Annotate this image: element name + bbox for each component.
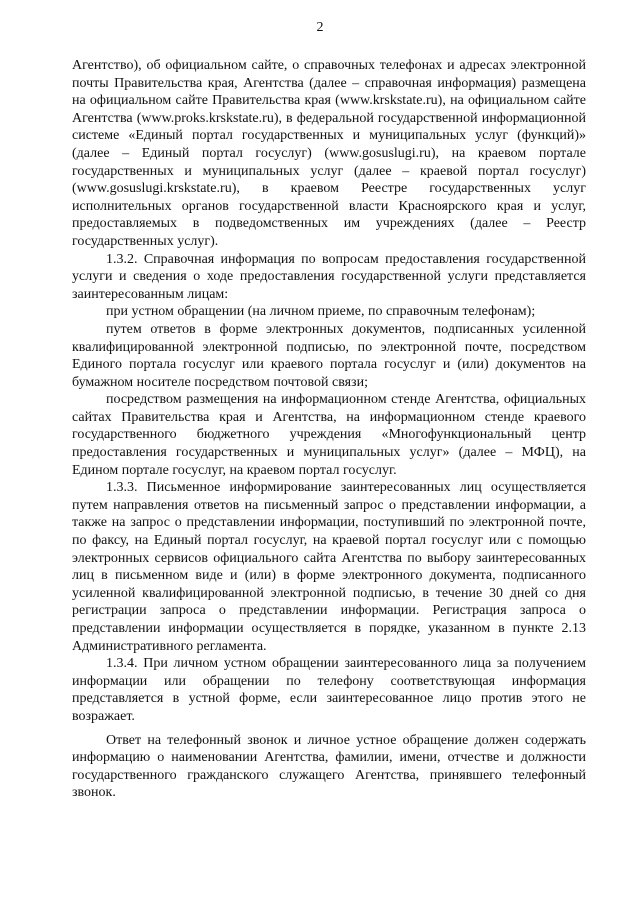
paragraph-1-3-3: 1.3.3. Письменное информирование заинтересованных лиц осуществляется путем направления ответов на письменный запрос о представлении информации, а также на запрос о представлении информации, поступивший по электронной почте, по факсу, на Единый портал госуслуг, на краевой портал госуслуг или с помощью электронных сервисов официального сайта Агентства по выбору заинтересованных лиц в письменном виде и (или) в форме электронного документа, подписанного усиленной квалифицированной электронной подписью, в течение 30 дней со дня регистрации запроса о представлении информации. Регистрация запроса о представлении информации осуществляется в порядке, указанном в пункте 2.13 Административного регламента. <box>72 480 586 654</box>
paragraph-reference-info: Агентство), об официальном сайте, о справочных телефонах и адресах электронной почты Правительства края, Агентства (далее – справочная информация) размещена на официальном сайте Правительства края (www.krskstate.ru), на официальном сайте Агентства (www.proks.krskstate.ru), в федеральной государственной информационной системе «Единый портал государственных и муниципальных услуг (функций)» (далее – Единый портал госуслуг) (www.gosuslugi.ru), на краевом портале государственных и муниципальных услуг (далее – краевой портал госуслуг) (www.gosuslugi.krskstate.ru), в краевом Реестре государственных услуг исполнительных органов государственной власти Красноярского края и услуг, предоставляемых в подведомственных им учреждениях (далее – Реестр государственных услуг). <box>72 58 586 249</box>
paragraph-electronic-answers: путем ответов в форме электронных документов, подписанных усиленной квалифицированной электронной подписью, по электронной почте, посредством Единого портала госуслуг или краевого портала госуслуг и (или) документов на бумажном носителе посредством почтовой связи; <box>72 321 586 390</box>
page-number: 2 <box>316 20 324 35</box>
paragraph-phone-answer: Ответ на телефонный звонок и личное устное обращение должен содержать информацию о наименовании Агентства, фамилии, имени, отчестве и должности государственного гражданского служащего Агентства, принявшего телефонный звонок. <box>72 732 586 801</box>
paragraph-oral-request: при устном обращении (на личном приеме, по справочным телефонам); <box>106 304 536 320</box>
paragraph-1-3-4: 1.3.4. При личном устном обращении заинтересованного лица за получением информации или обращении по телефону соответствующая информация представляется в устной форме, если заинтересованное лицо против этого не возражает. <box>72 656 586 724</box>
paragraph-1-3-2: 1.3.2. Справочная информация по вопросам предоставления государственной услуги и сведения о ходе предоставления государственной услуги представляется заинтересованным лицам: <box>72 251 586 302</box>
document-body <box>72 57 586 802</box>
paragraph-info-stand: посредством размещения на информационном стенде Агентства, официальных сайтах Правительства края и Агентства, на информационном стенде краевого государственного бюджетного учреждения «Многофункциональный центр предоставления государственных и муниципальных услуг» (далее – МФЦ), на Едином портале госуслуг, на краевом портал госуслуг. <box>72 392 586 478</box>
